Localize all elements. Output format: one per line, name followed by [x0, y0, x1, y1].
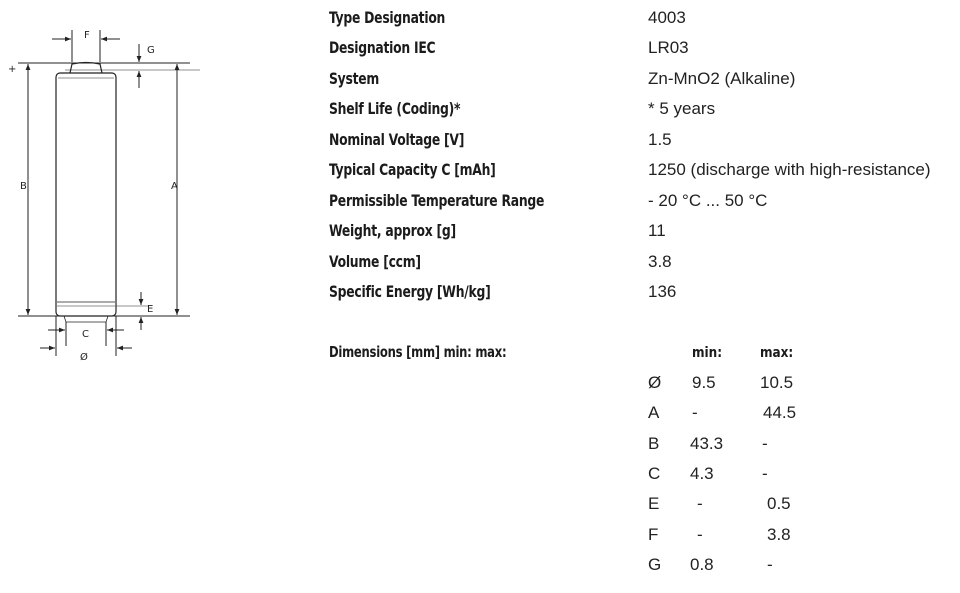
spec-label: Weight, approx [g]: [329, 221, 456, 240]
spec-value: 136: [648, 282, 677, 301]
spec-value: Zn-MnO2 (Alkaline): [648, 69, 796, 88]
dimension-min: 0.8: [690, 555, 714, 574]
dimension-min: 4.3: [690, 464, 714, 483]
spec-value: * 5 years: [648, 99, 716, 118]
dimensions-max-header: max:: [760, 345, 794, 361]
dimension-max: 10.5: [760, 373, 794, 392]
spec-label: System: [329, 69, 380, 88]
dimensions-min-header: min:: [692, 345, 723, 361]
plus-sign: +: [8, 64, 17, 75]
dimension-min: -: [692, 403, 698, 422]
dimension-symbol: E: [648, 494, 660, 513]
spec-value: - 20 °C ... 50 °C: [648, 191, 768, 210]
dimension-max: 0.5: [767, 494, 791, 513]
spec-label: Typical Capacity C [mAh]: [329, 160, 496, 179]
dimension-max: -: [767, 555, 773, 574]
dimension-max: -: [762, 464, 768, 483]
spec-label: Type Designation: [329, 8, 446, 27]
dimension-symbol: F: [648, 525, 659, 544]
dim-label-e: E: [147, 304, 154, 315]
dimension-min: 43.3: [690, 434, 724, 453]
spec-label: Specific Energy [Wh/kg]: [329, 282, 491, 301]
positive-terminal: [70, 63, 102, 74]
spec-label: Shelf Life (Coding)*: [329, 99, 461, 118]
dim-label-g: G: [147, 45, 155, 56]
dimension-max: -: [762, 434, 768, 453]
dimension-symbol: C: [648, 464, 661, 483]
dimension-symbol: B: [648, 434, 660, 453]
dimension-max: 3.8: [767, 525, 791, 544]
spec-value: 1.5: [648, 130, 672, 149]
spec-value: 1250 (discharge with high-resistance): [648, 160, 931, 179]
dimension-min: -: [697, 525, 703, 544]
spec-value: 4003: [648, 8, 686, 27]
dim-label-a: A: [171, 181, 178, 192]
battery-dimension-drawing: [0, 0, 300, 380]
cell-body: [56, 73, 116, 316]
dimension-min: 9.5: [692, 373, 716, 392]
spec-value: 11: [648, 221, 666, 240]
dim-label-f: F: [84, 30, 90, 41]
spec-label: Volume [ccm]: [329, 252, 421, 271]
dimension-symbol: Ø: [648, 373, 662, 392]
spec-value: 3.8: [648, 252, 672, 271]
spec-label: Nominal Voltage [V]: [329, 130, 465, 149]
dimension-max: 44.5: [763, 403, 797, 422]
dim-label-b: B: [20, 181, 27, 192]
dimension-min: -: [697, 494, 703, 513]
dimension-symbol: G: [648, 555, 662, 574]
spec-label: Designation IEC: [329, 38, 436, 57]
spec-label: Permissible Temperature Range: [329, 191, 545, 210]
dim-label-c: C: [82, 329, 89, 340]
dimensions-title: Dimensions [mm] min: max:: [329, 343, 507, 361]
spec-value: LR03: [648, 38, 689, 57]
dimension-symbol: A: [648, 403, 660, 422]
dim-label-diameter: Ø: [80, 352, 88, 363]
